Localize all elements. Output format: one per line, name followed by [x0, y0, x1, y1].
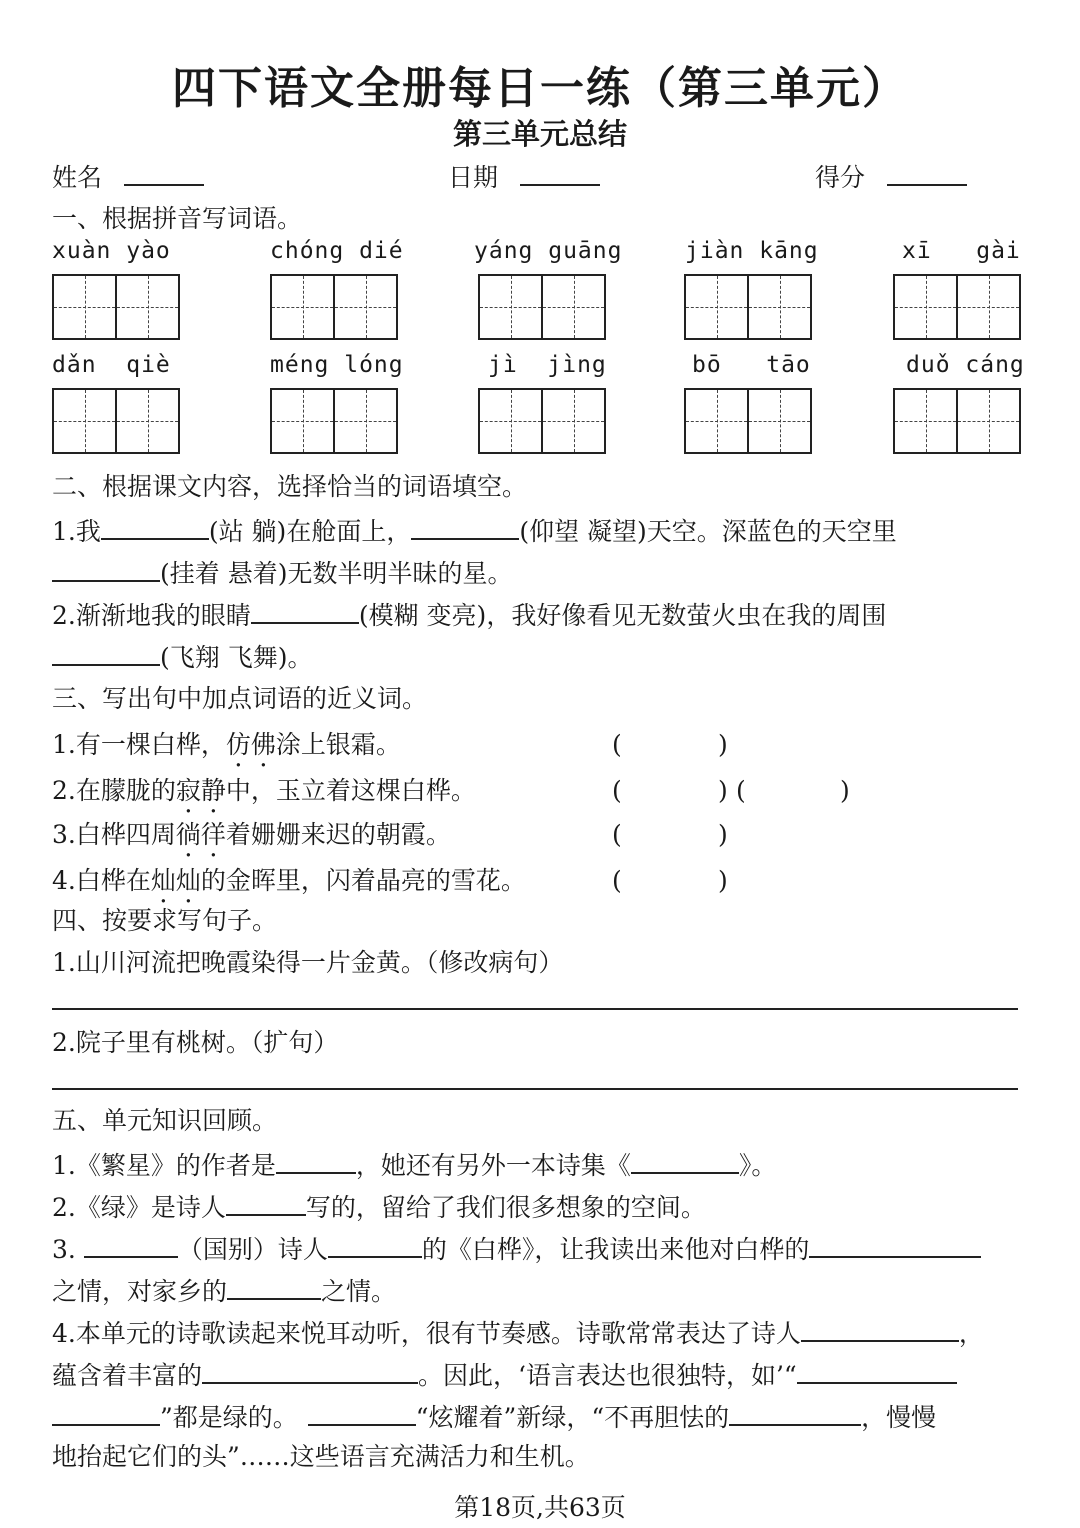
- name-label: 姓名: [52, 163, 103, 192]
- s3-text: 3.白桦四周: [52, 820, 176, 849]
- s3-question-4: [52, 864, 526, 898]
- page-title: 四下语文全册每日一练（第三单元）: [172, 63, 908, 114]
- s5-question-4-cont3: 地抬起它们的头”……这些语言充满活力和生机。: [52, 1442, 590, 1471]
- dotted-char: 佛: [250, 730, 276, 759]
- answer-blank[interactable]: [631, 1146, 739, 1174]
- s5-text: 3.: [52, 1235, 76, 1264]
- s5-question-3-cont: [52, 1272, 396, 1309]
- pinyin-label: jiàn kāng: [685, 238, 819, 264]
- writing-grid[interactable]: [478, 274, 606, 340]
- s3-text: 4.白桦在: [52, 866, 151, 895]
- writing-grid[interactable]: [270, 388, 398, 454]
- s2-q1-options: (挂着 悬着)无数半明半昧的星。: [160, 559, 513, 588]
- s2-question-1-cont: [52, 554, 512, 591]
- s5-question-2: [52, 1188, 706, 1225]
- answer-blank[interactable]: [202, 1356, 418, 1384]
- s5-text: 4.本单元的诗歌读起来悦耳动听，很有节奏感。诗歌常常表达了诗人: [52, 1319, 801, 1348]
- s3-text: 2.在朦胧的: [52, 776, 176, 805]
- section1-heading: 一、根据拼音写词语。: [52, 204, 303, 233]
- dotted-char: 静: [200, 776, 226, 805]
- paren-open: (: [612, 776, 622, 805]
- answer-blank[interactable]: [226, 1188, 306, 1216]
- page-subtitle: 第三单元总结: [452, 117, 627, 151]
- paren-close: ): [840, 776, 850, 805]
- paren-close: ): [718, 730, 728, 759]
- answer-blank[interactable]: [411, 512, 519, 540]
- s3-text: 涂上银霜。: [275, 730, 401, 759]
- dotted-char: 灿: [150, 866, 176, 895]
- s3-question-3: [52, 818, 451, 852]
- s5-text: 写的，留给了我们很多想象的空间。: [305, 1193, 706, 1222]
- answer-blank[interactable]: [809, 1230, 981, 1258]
- writing-grid[interactable]: [270, 274, 398, 340]
- s5-text: ，慢慢: [861, 1403, 937, 1432]
- paren-open: (: [612, 820, 622, 849]
- s5-text: ，: [958, 1319, 984, 1348]
- answer-blank[interactable]: [52, 554, 160, 582]
- answer-blank[interactable]: [52, 638, 160, 666]
- s5-text: 之情，对家乡的: [52, 1277, 228, 1306]
- date-blank[interactable]: [520, 158, 600, 186]
- s4-question-2: 2.院子里有桃树。（扩句）: [52, 1028, 339, 1057]
- s5-text: “炫耀着”新绿，“不再胆怯的: [415, 1403, 730, 1432]
- score-blank[interactable]: [887, 158, 967, 186]
- section2-heading: 二、根据课文内容，选择恰当的词语填空。: [52, 472, 528, 501]
- s5-text: ”都是绿的。: [160, 1403, 298, 1432]
- dotted-char: 仿: [225, 730, 251, 759]
- s5-text: 蕴含着丰富的: [52, 1361, 203, 1390]
- paren-open: (: [736, 776, 746, 805]
- paren-close: ): [718, 866, 728, 895]
- s3-question-2: [52, 774, 476, 808]
- date-label: 日期: [448, 163, 499, 192]
- paren-close: ): [718, 820, 728, 849]
- name-blank[interactable]: [124, 158, 204, 186]
- s5-text: ，她还有另外一本诗集《: [355, 1151, 631, 1180]
- answer-line[interactable]: [52, 1008, 1018, 1010]
- s4-question-1: 1.山川河流把晚霞染得一片金黄。（修改病句）: [52, 948, 564, 977]
- s2-q1-options: (仰望 凝望)天空。深蓝色的天空里: [519, 517, 897, 546]
- answer-blank[interactable]: [101, 512, 209, 540]
- s3-text: 的金晖里，闪着晶亮的雪花。: [200, 866, 526, 895]
- s5-text: 。因此，‘语言表达也很独特，如’“: [418, 1361, 797, 1390]
- s3-question-1: [52, 728, 401, 762]
- dotted-char: 徜: [175, 820, 201, 849]
- name-field: [52, 158, 204, 195]
- s5-text: 之情。: [321, 1277, 397, 1306]
- dotted-char: 徉: [200, 820, 226, 849]
- s2-question-2: [52, 596, 886, 633]
- s2-q1-options: (站 躺)在舱面上，: [208, 517, 412, 546]
- s3-text: 中，玉立着这棵白桦。: [225, 776, 476, 805]
- answer-blank[interactable]: [52, 1398, 160, 1426]
- s5-question-4-cont2: [52, 1398, 936, 1435]
- writing-grid[interactable]: [893, 388, 1021, 454]
- answer-blank[interactable]: [797, 1356, 957, 1384]
- s2-q2-text: 2.渐渐地我的眼睛: [52, 601, 251, 630]
- pinyin-label: yáng guāng: [474, 238, 623, 264]
- pinyin-label: chóng dié: [270, 238, 404, 264]
- page-number: 第18页,共63页: [454, 1493, 626, 1522]
- s3-text: 1.有一棵白桦，: [52, 730, 226, 759]
- answer-blank[interactable]: [251, 596, 359, 624]
- date-field: [448, 158, 600, 195]
- s5-question-4-cont: [52, 1356, 957, 1393]
- pinyin-label: jì jìng: [488, 352, 607, 378]
- dotted-char: 寂: [175, 776, 201, 805]
- pinyin-label: xuàn yào: [52, 238, 171, 264]
- writing-grid[interactable]: [478, 388, 606, 454]
- pinyin-label: xī gài: [902, 238, 1021, 264]
- section3-heading: 三、写出句中加点词语的近义词。: [52, 684, 428, 713]
- paren-open: (: [612, 866, 622, 895]
- section4-heading: 四、按要求写句子。: [52, 906, 278, 935]
- section5-heading: 五、单元知识回顾。: [52, 1106, 278, 1135]
- pinyin-label: duǒ cáng: [906, 352, 1025, 378]
- s5-text: （国别）诗人: [177, 1235, 328, 1264]
- s2-question-2-cont: [52, 638, 312, 675]
- s2-q1-text: 1.我: [52, 517, 101, 546]
- answer-blank[interactable]: [276, 1146, 356, 1174]
- s5-question-4: [52, 1314, 984, 1351]
- pinyin-label: bō tāo: [692, 352, 811, 378]
- answer-blank[interactable]: [308, 1398, 416, 1426]
- answer-line[interactable]: [52, 1088, 1018, 1090]
- writing-grid[interactable]: [52, 274, 180, 340]
- s5-text: 》。: [738, 1151, 777, 1180]
- answer-blank[interactable]: [328, 1230, 422, 1258]
- answer-blank[interactable]: [801, 1314, 959, 1342]
- pinyin-label: méng lóng: [270, 352, 404, 378]
- score-field: [815, 158, 967, 195]
- s2-question-1: [52, 512, 897, 549]
- s5-question-1: [52, 1146, 776, 1183]
- s2-q2-options: (飞翔 飞舞)。: [160, 643, 313, 672]
- writing-grid[interactable]: [52, 388, 180, 454]
- writing-grid[interactable]: [684, 388, 812, 454]
- paren-close: ): [718, 776, 728, 805]
- dotted-char: 灿: [175, 866, 201, 895]
- s2-q2-options: (模糊 变亮)，我好像看见无数萤火虫在我的周围: [358, 601, 887, 630]
- answer-blank[interactable]: [729, 1398, 861, 1426]
- writing-grid[interactable]: [893, 274, 1021, 340]
- s5-text: 2.《绿》是诗人: [52, 1193, 226, 1222]
- s5-text: 1.《繁星》的作者是: [52, 1151, 276, 1180]
- s3-text: 着姗姗来迟的朝霞。: [225, 820, 451, 849]
- score-label: 得分: [815, 163, 866, 192]
- s5-question-3: [52, 1230, 981, 1267]
- writing-grid[interactable]: [684, 274, 812, 340]
- answer-blank[interactable]: [227, 1272, 321, 1300]
- answer-blank[interactable]: [84, 1230, 178, 1258]
- s5-text: 的《白桦》，让我读出来他对白桦的: [421, 1235, 810, 1264]
- pinyin-label: dǎn qiè: [52, 352, 171, 378]
- paren-open: (: [612, 730, 622, 759]
